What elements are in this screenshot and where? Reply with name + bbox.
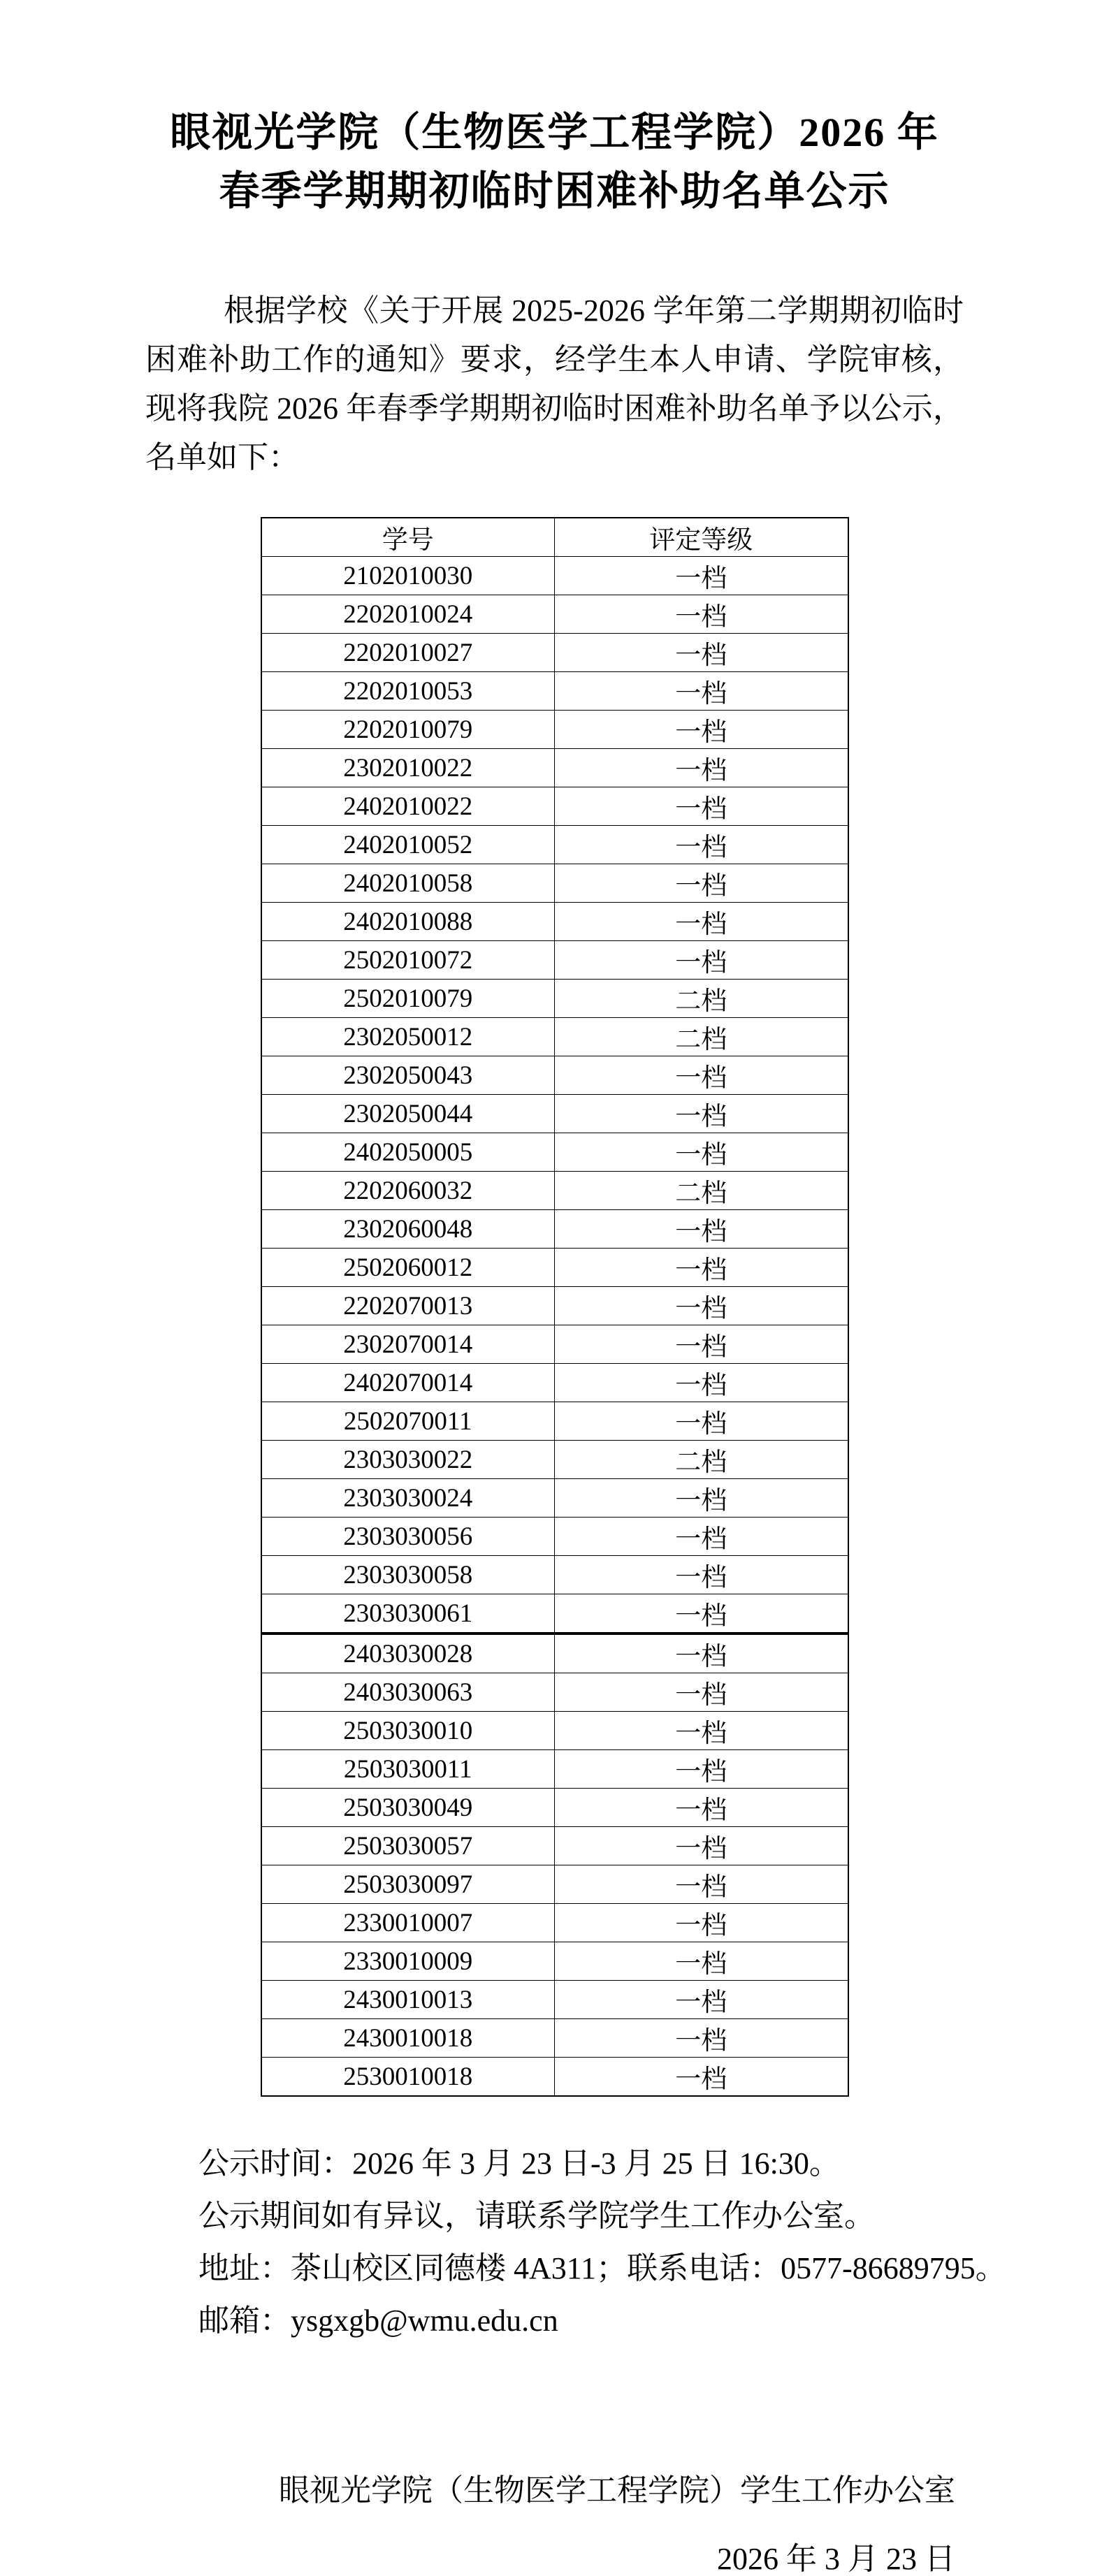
grade-level-cell: 一档: [555, 1479, 848, 1518]
grade-level-cell: 一档: [555, 1056, 848, 1095]
table-row: [261, 1402, 848, 1441]
grade-level-cell: 一档: [555, 2058, 848, 2097]
note-address-phone: 地址：茶山校区同德楼 4A311；联系电话：0577-86689795。: [198, 2251, 1006, 2285]
student-id-cell: 2202010053: [261, 672, 555, 711]
table-row: [261, 557, 848, 595]
student-id-cell: 2402010088: [261, 903, 555, 941]
student-id-cell: 2202070013: [261, 1287, 555, 1325]
student-id-cell: 2330010009: [261, 1942, 555, 1981]
student-id-cell: 2402050005: [261, 1133, 555, 1172]
grade-level-cell: 一档: [555, 1712, 848, 1750]
grade-level-cell: 一档: [555, 1594, 848, 1634]
grade-level-cell: 二档: [555, 1172, 848, 1210]
grade-level-cell: 一档: [555, 2019, 848, 2058]
student-id-cell: 2202010024: [261, 595, 555, 634]
grade-level-cell: 一档: [555, 1981, 848, 2019]
table-header-row: [261, 518, 848, 557]
table-row: [261, 1210, 848, 1249]
student-id-cell: 2302060048: [261, 1210, 555, 1249]
table-row: [261, 1364, 848, 1402]
table-row: [261, 749, 848, 787]
table-row: [261, 1633, 848, 1673]
grade-level-cell: 一档: [555, 787, 848, 826]
table-row: [261, 787, 848, 826]
student-id-cell: 2302050012: [261, 1018, 555, 1056]
grade-level-cell: 一档: [555, 1095, 848, 1133]
grade-level-cell: 一档: [555, 1673, 848, 1712]
grade-level-cell: 一档: [555, 1556, 848, 1594]
student-id-cell: 2303030022: [261, 1441, 555, 1479]
grade-level-cell: 一档: [555, 1249, 848, 1287]
table-row: [261, 864, 848, 903]
table-row: [261, 1018, 848, 1056]
grade-level-cell: 一档: [555, 1827, 848, 1865]
notes-block: [145, 2137, 1006, 2347]
student-id-cell: 2503030010: [261, 1712, 555, 1750]
table-row: [261, 941, 848, 980]
student-id-cell: 2330010007: [261, 1904, 555, 1942]
grade-level-cell: 一档: [555, 1518, 848, 1556]
table-row: [261, 1827, 848, 1865]
grade-level-cell: 一档: [555, 634, 848, 672]
table-row: [261, 1441, 848, 1479]
grade-level-cell: 一档: [555, 1287, 848, 1325]
grade-level-cell: 一档: [555, 1210, 848, 1249]
student-id-cell: 2502010072: [261, 941, 555, 980]
grade-level-cell: 一档: [555, 672, 848, 711]
grade-level-cell: 一档: [555, 557, 848, 595]
grade-level-cell: 一档: [555, 1750, 848, 1789]
table-row: [261, 1095, 848, 1133]
grade-level-cell: 一档: [555, 903, 848, 941]
table-row: [261, 2058, 848, 2097]
student-id-cell: 2202060032: [261, 1172, 555, 1210]
grade-level-cell: 一档: [555, 1942, 848, 1981]
grade-level-cell: 一档: [555, 1402, 848, 1441]
grade-level-cell: 一档: [555, 941, 848, 980]
note-objection: 公示期间如有异议，请联系学院学生工作办公室。: [198, 2199, 875, 2233]
grade-level-cell: 二档: [555, 1441, 848, 1479]
grade-level-cell: 一档: [555, 749, 848, 787]
student-id-cell: 2430010013: [261, 1981, 555, 2019]
table-row: [261, 1712, 848, 1750]
intro-paragraph: 根据学校《关于开展 2025-2026 学年第二学期期初临时困难补助工作的通知》要求，经学生本人申请、学院审核，现将我院 2026 年春季学期期初临时困难补助名单予以公示，名单如下：: [145, 293, 964, 474]
student-id-cell: 2402010022: [261, 787, 555, 826]
table-row: [261, 1750, 848, 1789]
student-id-cell: 2302050043: [261, 1056, 555, 1095]
grade-level-cell: 一档: [555, 1633, 848, 1673]
student-id-cell: 2403030063: [261, 1673, 555, 1712]
student-id-cell: 2202010027: [261, 634, 555, 672]
grade-level-cell: 二档: [555, 1018, 848, 1056]
table-row: [261, 903, 848, 941]
grade-level-cell: 一档: [555, 1865, 848, 1904]
grade-level-cell: 一档: [555, 1133, 848, 1172]
table-row: [261, 634, 848, 672]
grade-level-cell: 一档: [555, 595, 848, 634]
note-publicity-period: 公示时间：2026 年 3 月 23 日-3 月 25 日 16:30。: [198, 2146, 840, 2181]
table-row: [261, 980, 848, 1018]
student-id-cell: 2302050044: [261, 1095, 555, 1133]
student-id-cell: 2302010022: [261, 749, 555, 787]
signature-block: [145, 2474, 964, 2576]
table-row: [261, 672, 848, 711]
student-id-cell: 2403030028: [261, 1633, 555, 1673]
student-id-cell: 2202010079: [261, 711, 555, 749]
table-row: [261, 1518, 848, 1556]
student-id-cell: 2303030024: [261, 1479, 555, 1518]
grade-level-cell: 二档: [555, 980, 848, 1018]
signature-organization: 眼视光学院（生物医学工程学院）学生工作办公室: [279, 2473, 955, 2508]
table-row: [261, 2019, 848, 2058]
table-row: [261, 1172, 848, 1210]
subsidy-roster-table: [261, 517, 849, 2097]
grade-level-cell: 一档: [555, 1789, 848, 1827]
student-id-cell: 2530010018: [261, 2058, 555, 2097]
table-row: [261, 1249, 848, 1287]
grade-level-cell: 一档: [555, 826, 848, 864]
column-header-grade-level: 评定等级: [555, 518, 848, 557]
table-row: [261, 1673, 848, 1712]
grade-level-cell: 一档: [555, 1904, 848, 1942]
student-id-cell: 2502070011: [261, 1402, 555, 1441]
grade-level-cell: 一档: [555, 864, 848, 903]
student-id-cell: 2430010018: [261, 2019, 555, 2058]
table-row: [261, 1056, 848, 1095]
table-row: [261, 711, 848, 749]
table-row: [261, 826, 848, 864]
signature-date: 2026 年 3 月 23 日: [717, 2542, 955, 2576]
table-row: [261, 1133, 848, 1172]
table-row: [261, 1479, 848, 1518]
student-id-cell: 2302070014: [261, 1325, 555, 1364]
student-id-cell: 2503030057: [261, 1827, 555, 1865]
grade-level-cell: 一档: [555, 711, 848, 749]
table-row: [261, 1287, 848, 1325]
table-header: [261, 518, 848, 557]
student-id-cell: 2402070014: [261, 1364, 555, 1402]
student-id-cell: 2503030011: [261, 1750, 555, 1789]
table-row: [261, 1325, 848, 1364]
table-row: [261, 1942, 848, 1981]
student-id-cell: 2502010079: [261, 980, 555, 1018]
table-row: [261, 1865, 848, 1904]
student-id-cell: 2303030056: [261, 1518, 555, 1556]
student-id-cell: 2402010058: [261, 864, 555, 903]
student-id-cell: 2502060012: [261, 1249, 555, 1287]
page-title: [145, 103, 964, 221]
grade-level-cell: 一档: [555, 1364, 848, 1402]
student-id-cell: 2503030097: [261, 1865, 555, 1904]
table-row: [261, 595, 848, 634]
note-email: 邮箱：ysgxgb@wmu.edu.cn: [198, 2304, 558, 2338]
column-header-student-id: 学号: [261, 518, 555, 557]
student-id-cell: 2303030061: [261, 1594, 555, 1634]
table-row: [261, 1594, 848, 1634]
table-row: [261, 1904, 848, 1942]
student-id-cell: 2303030058: [261, 1556, 555, 1594]
student-id-cell: 2503030049: [261, 1789, 555, 1827]
table-row: [261, 1556, 848, 1594]
page-title-line-1: 眼视光学院（生物医学工程学院）2026 年: [170, 110, 939, 155]
grade-level-cell: 一档: [555, 1325, 848, 1364]
student-id-cell: 2102010030: [261, 557, 555, 595]
student-id-cell: 2402010052: [261, 826, 555, 864]
page-title-line-2: 春季学期期初临时困难补助名单公示: [219, 168, 890, 214]
table-body: [261, 557, 848, 2097]
table-row: [261, 1981, 848, 2019]
table-row: [261, 1789, 848, 1827]
